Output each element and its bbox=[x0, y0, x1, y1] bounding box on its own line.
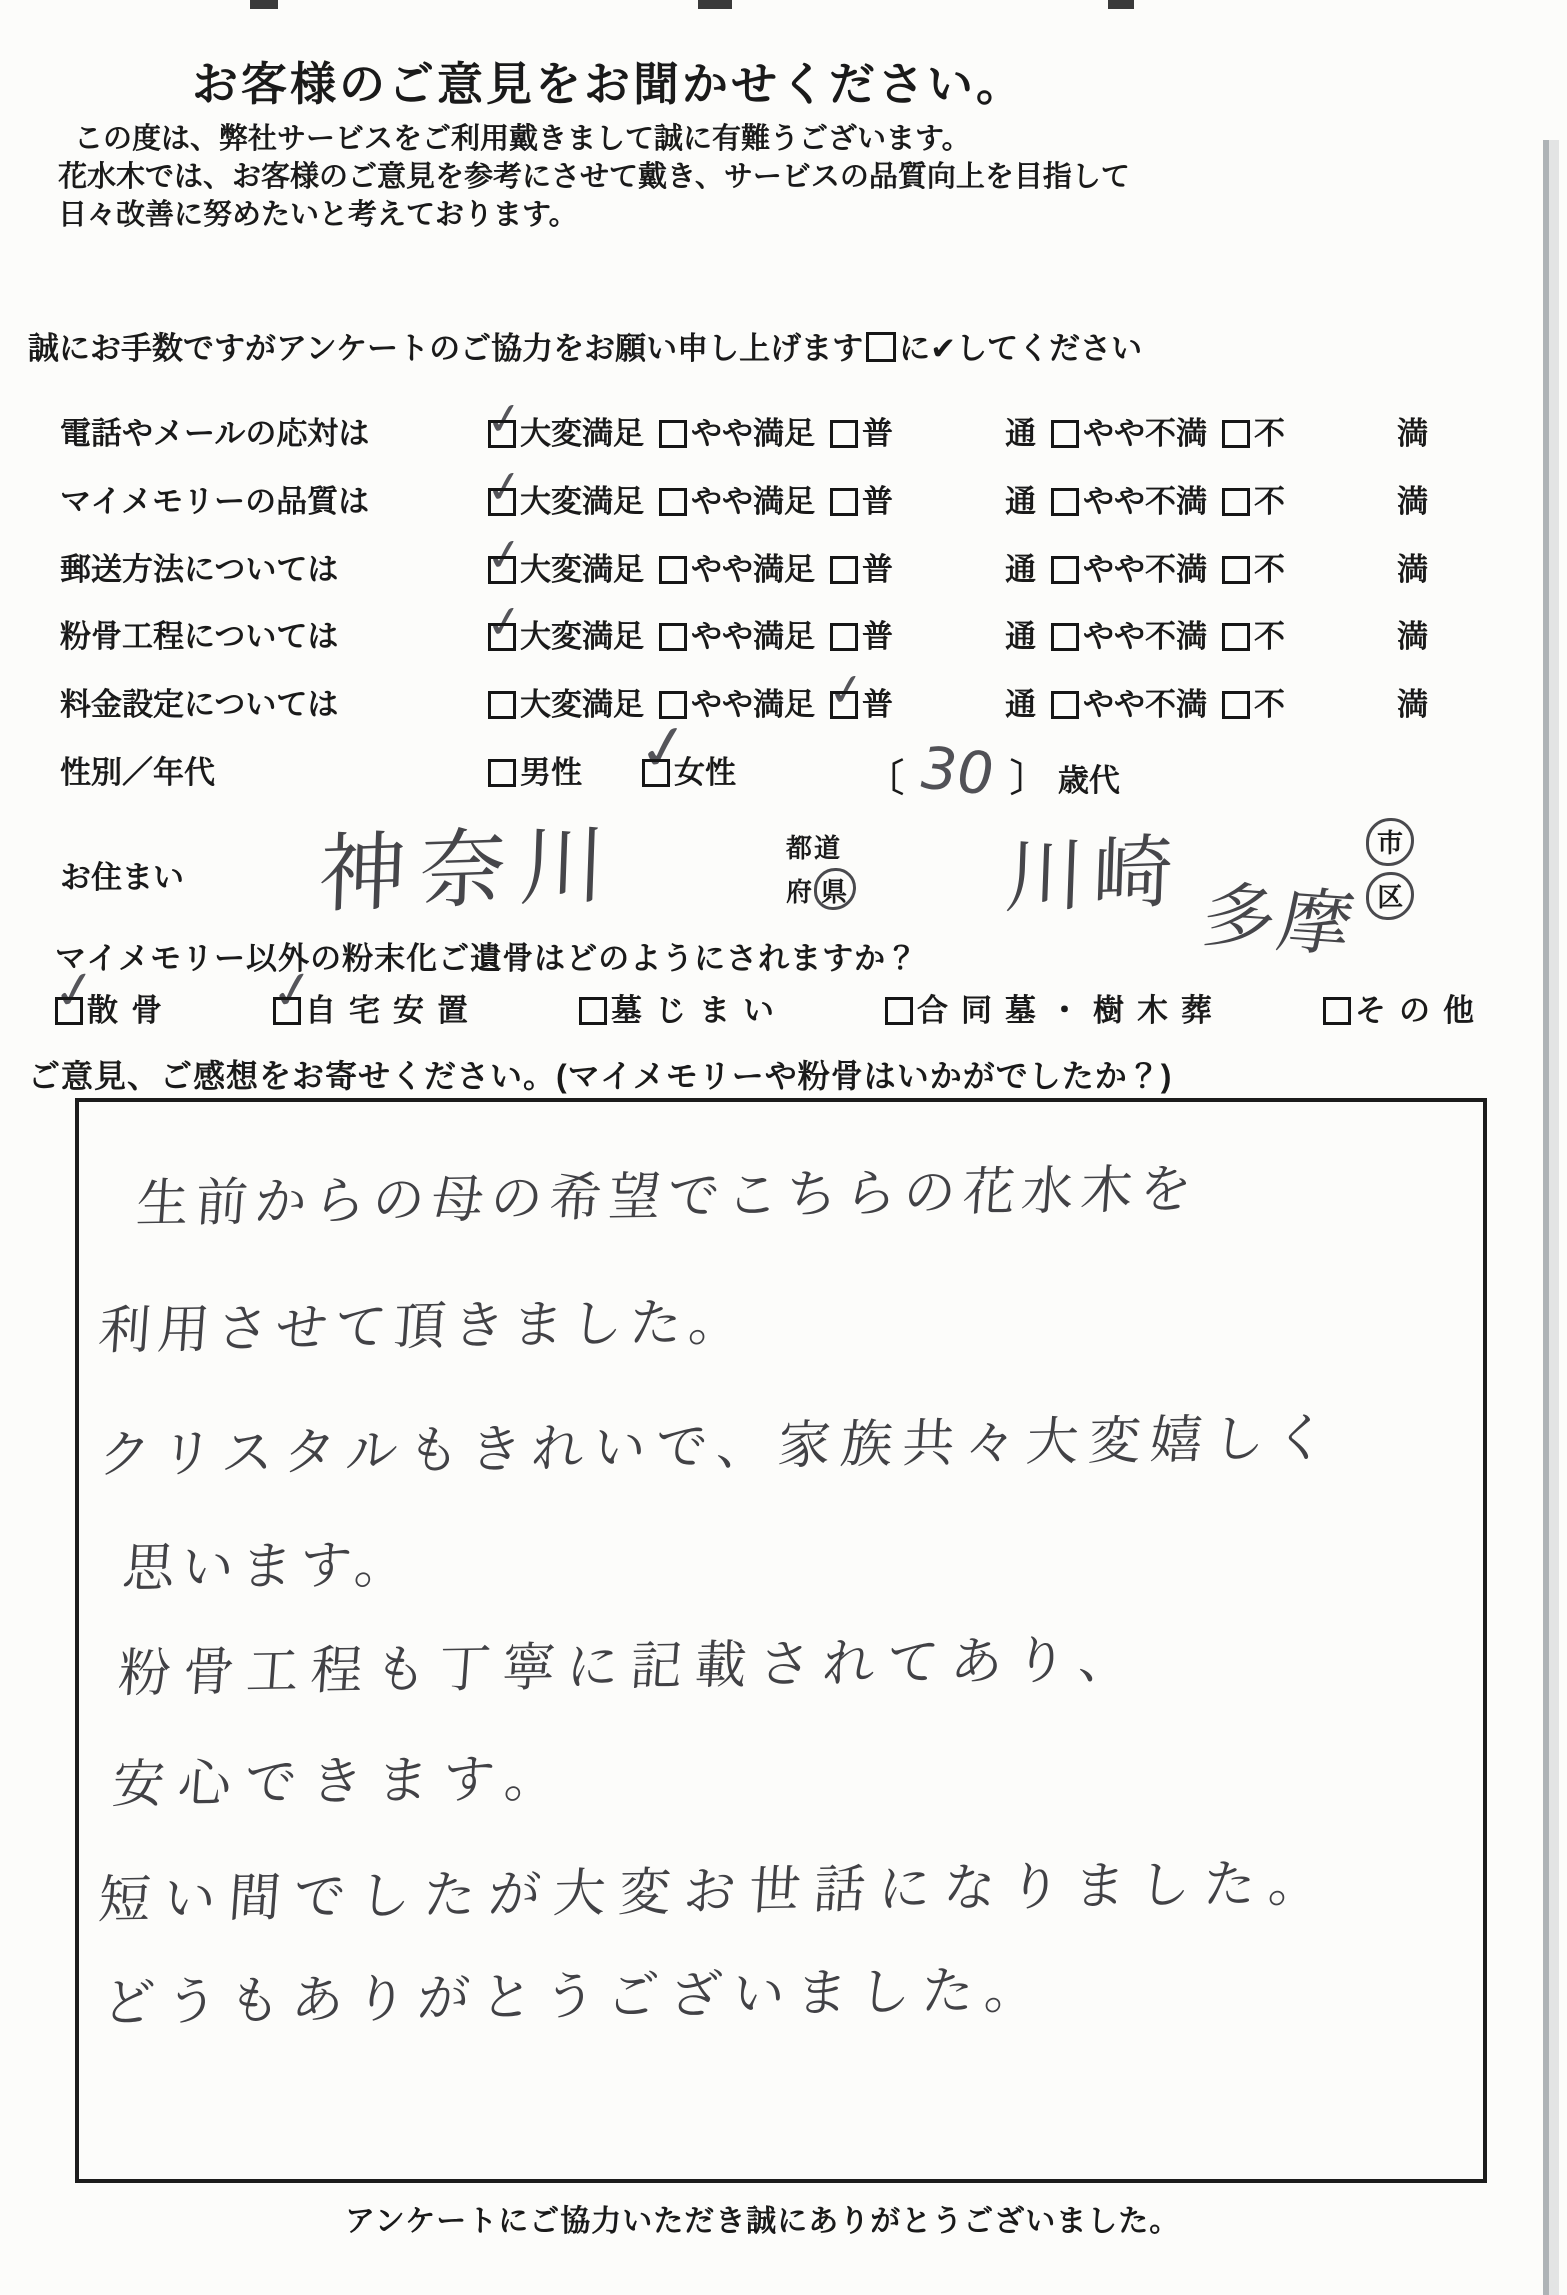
scan-edge-shadow bbox=[1549, 140, 1559, 2295]
checkbox-somewhat-satisfied[interactable] bbox=[659, 488, 687, 516]
residence-label: お住まい bbox=[60, 860, 184, 895]
checkbox-very-satisfied[interactable] bbox=[488, 623, 516, 651]
option-very-satisfied bbox=[482, 392, 644, 453]
district-handwriting: 多摩 bbox=[1195, 873, 1365, 967]
survey-row-pricing bbox=[60, 663, 1443, 724]
option-label: 散骨 bbox=[87, 993, 175, 1028]
option-label: 不 bbox=[1254, 619, 1285, 654]
checkbox-other[interactable] bbox=[1323, 997, 1351, 1025]
checkbox-somewhat-dissatisfied[interactable] bbox=[1051, 420, 1079, 448]
bracket-close: 〕 bbox=[1009, 758, 1048, 800]
bracket-open: 〔 bbox=[866, 758, 905, 800]
checkmark: ✓ bbox=[824, 663, 869, 717]
option-label: 不 bbox=[1254, 484, 1285, 519]
question-label: 粉骨工程については bbox=[60, 619, 339, 654]
age-bracket bbox=[856, 733, 1120, 809]
comment-prompt: ご意見、ご感想をお寄せください。(マイメモリーや粉骨はいかがでしたか？) bbox=[28, 1058, 1173, 1094]
unit-shi-circled: 市 bbox=[1366, 818, 1414, 866]
question-label: 性別／年代 bbox=[60, 755, 215, 790]
option-somewhat-dissatisfied bbox=[1051, 679, 1207, 724]
unit-todou: 都道 bbox=[786, 833, 843, 863]
option-somewhat-satisfied bbox=[659, 408, 815, 453]
handwritten-comment-line: どうもありがとうございました。 bbox=[100, 1961, 1050, 2033]
option-label: 通 bbox=[1005, 687, 1036, 722]
page-title: お客様のご意見をお聞かせください。 bbox=[192, 58, 1025, 110]
option-label: 満 bbox=[1397, 416, 1428, 451]
instruction-text: 誠にお手数ですがアンケートのご協力をお願い申し上げます bbox=[28, 331, 864, 366]
option-label: その他 bbox=[1355, 993, 1487, 1028]
checkbox-somewhat-satisfied[interactable] bbox=[659, 556, 687, 584]
option-label: 不 bbox=[1254, 687, 1285, 722]
age-value-handwriting: 30 bbox=[913, 733, 1001, 809]
checkbox-somewhat-dissatisfied[interactable] bbox=[1051, 623, 1079, 651]
city-ward-unit bbox=[1366, 818, 1414, 926]
option-label: 大変満足 bbox=[520, 416, 644, 451]
survey-instruction bbox=[28, 323, 1142, 368]
option-somewhat-dissatisfied bbox=[1051, 544, 1207, 589]
checkbox-somewhat-dissatisfied[interactable] bbox=[1051, 488, 1079, 516]
option-somewhat-dissatisfied bbox=[1051, 408, 1207, 453]
option-grave-closing bbox=[579, 985, 787, 1030]
option-normal bbox=[830, 544, 1036, 589]
option-label: 満 bbox=[1397, 619, 1428, 654]
intro-line: 花水木では、お客様のご意見を参考にさせて戴き、サービスの品質向上を目指して bbox=[58, 161, 1130, 193]
handwritten-comment-line: 短い間でしたが大変お世話になりました。 bbox=[96, 1854, 1336, 1930]
checkbox-somewhat-satisfied[interactable] bbox=[659, 420, 687, 448]
prefecture-handwriting: 神奈川 bbox=[318, 814, 622, 926]
intro-line: この度は、弊社サービスをご利用戴きまして誠に有難うございます。 bbox=[74, 123, 971, 155]
checkbox-communal-tree-burial[interactable] bbox=[885, 997, 913, 1025]
option-very-satisfied bbox=[482, 460, 644, 521]
option-label: 大変満足 bbox=[520, 484, 644, 519]
checkbox-somewhat-dissatisfied[interactable] bbox=[1051, 556, 1079, 584]
checkbox-scattering[interactable] bbox=[55, 997, 83, 1025]
option-male bbox=[488, 747, 582, 792]
checkbox-male[interactable] bbox=[488, 759, 516, 787]
option-label: やや不満 bbox=[1083, 687, 1207, 722]
question-label: 郵送方法については bbox=[60, 552, 339, 587]
checkbox-dissatisfied[interactable] bbox=[1222, 691, 1250, 719]
city-handwriting: 川崎 bbox=[1003, 824, 1183, 925]
option-very-satisfied bbox=[488, 679, 644, 724]
option-label: 通 bbox=[1005, 416, 1036, 451]
scan-artifact bbox=[250, 0, 278, 9]
option-dissatisfied bbox=[1222, 408, 1428, 453]
instruction-note: に✔してください bbox=[899, 331, 1143, 366]
handwritten-comment-line: クリスタルもきれいで、家族共々大変嬉しく bbox=[96, 1409, 1339, 1485]
survey-row-memory-quality bbox=[60, 460, 1443, 521]
checkmark: ✓ bbox=[633, 710, 695, 786]
checkbox-very-satisfied[interactable] bbox=[488, 556, 516, 584]
handwritten-comment-line: 粉骨工程も丁寧に記載されてあり、 bbox=[116, 1630, 1145, 1704]
checkmark: ✓ bbox=[267, 958, 319, 1023]
checkbox-home-storage[interactable] bbox=[273, 997, 301, 1025]
option-female bbox=[633, 710, 736, 792]
intro-line: 日々改善に努めたいと考えております。 bbox=[58, 199, 578, 231]
option-label: 普 bbox=[862, 552, 893, 587]
unit-fu: 府 bbox=[786, 877, 815, 907]
survey-row-shipping bbox=[60, 528, 1443, 589]
option-somewhat-satisfied bbox=[659, 611, 815, 656]
question-label: マイメモリーの品質は bbox=[60, 484, 370, 519]
option-somewhat-satisfied bbox=[659, 544, 815, 589]
option-label: 不 bbox=[1254, 552, 1285, 587]
prefecture-unit bbox=[786, 828, 856, 912]
option-somewhat-dissatisfied bbox=[1051, 476, 1207, 521]
option-scattering bbox=[49, 958, 175, 1030]
disposal-question: マイメモリー以外の粉末化ご遺骨はどのようにされますか？ bbox=[55, 941, 919, 976]
option-somewhat-satisfied bbox=[659, 476, 815, 521]
survey-row-phone-email bbox=[60, 392, 1443, 453]
option-label: やや不満 bbox=[1083, 619, 1207, 654]
checkbox-normal[interactable] bbox=[830, 556, 858, 584]
option-label: 大変満足 bbox=[520, 619, 644, 654]
option-label: 合同墓・樹木葬 bbox=[917, 993, 1225, 1028]
question-label: 電話やメールの応対は bbox=[60, 416, 370, 451]
option-label: やや満足 bbox=[691, 416, 815, 451]
option-label: やや満足 bbox=[691, 484, 815, 519]
option-label: 大変満足 bbox=[520, 687, 644, 722]
checkbox-normal[interactable] bbox=[830, 691, 858, 719]
scan-artifact bbox=[698, 0, 732, 9]
option-normal bbox=[830, 476, 1036, 521]
option-home-storage bbox=[267, 958, 481, 1030]
option-label: やや不満 bbox=[1083, 484, 1207, 519]
comment-box bbox=[75, 1098, 1487, 2183]
intro-paragraph bbox=[58, 120, 1138, 234]
option-label: 不 bbox=[1254, 416, 1285, 451]
option-normal bbox=[824, 663, 1036, 724]
checkbox-normal[interactable] bbox=[830, 488, 858, 516]
option-very-satisfied bbox=[482, 595, 644, 656]
checkmark: ✓ bbox=[49, 958, 101, 1023]
option-label: 普 bbox=[862, 687, 893, 722]
age-suffix: 歳代 bbox=[1057, 763, 1120, 798]
option-normal bbox=[830, 611, 1036, 656]
scan-artifact bbox=[1108, 0, 1134, 9]
option-label: やや満足 bbox=[691, 619, 815, 654]
checkbox-normal[interactable] bbox=[830, 623, 858, 651]
checkmark: ✓ bbox=[482, 460, 527, 514]
checkbox-normal[interactable] bbox=[830, 420, 858, 448]
option-communal-tree-burial bbox=[885, 985, 1225, 1030]
checkbox-somewhat-dissatisfied[interactable] bbox=[1051, 691, 1079, 719]
option-label: 普 bbox=[862, 484, 893, 519]
checkbox-grave-closing[interactable] bbox=[579, 997, 607, 1025]
option-label: 満 bbox=[1397, 687, 1428, 722]
handwritten-comment-line: 思います。 bbox=[120, 1535, 416, 1599]
checkmark: ✓ bbox=[482, 528, 527, 582]
option-dissatisfied bbox=[1222, 679, 1428, 724]
option-somewhat-satisfied bbox=[659, 679, 815, 724]
option-label: 満 bbox=[1397, 552, 1428, 587]
checkmark: ✓ bbox=[482, 392, 527, 446]
option-label: 通 bbox=[1005, 484, 1036, 519]
checkbox-example-icon bbox=[866, 332, 896, 362]
option-label: 満 bbox=[1397, 484, 1428, 519]
option-somewhat-dissatisfied bbox=[1051, 611, 1207, 656]
checkbox-somewhat-satisfied[interactable] bbox=[659, 623, 687, 651]
option-label: 普 bbox=[862, 619, 893, 654]
handwritten-comment-line: 利用させて頂きました。 bbox=[96, 1293, 750, 1361]
footer-thanks-note: アンケートにご協力いただき誠にありがとうございました。 bbox=[345, 2205, 1181, 2238]
option-label: 男性 bbox=[520, 755, 582, 790]
option-dissatisfied bbox=[1222, 611, 1428, 656]
option-label: やや不満 bbox=[1083, 552, 1207, 587]
checkbox-female[interactable] bbox=[642, 759, 670, 787]
unit-ku-circled: 区 bbox=[1366, 872, 1414, 920]
option-label: 通 bbox=[1005, 552, 1036, 587]
checkbox-very-satisfied[interactable] bbox=[488, 420, 516, 448]
option-label: 自宅安置 bbox=[305, 993, 481, 1028]
checkbox-dissatisfied[interactable] bbox=[1222, 623, 1250, 651]
option-label: 普 bbox=[862, 416, 893, 451]
handwritten-comment-line: 安心できます。 bbox=[110, 1749, 573, 1815]
option-normal bbox=[830, 408, 1036, 453]
option-label: やや満足 bbox=[691, 687, 815, 722]
checkbox-dissatisfied[interactable] bbox=[1222, 488, 1250, 516]
option-dissatisfied bbox=[1222, 476, 1428, 521]
gender-age-row bbox=[60, 710, 1120, 809]
option-other bbox=[1323, 985, 1487, 1030]
unit-ken-circled: 県 bbox=[814, 868, 856, 910]
checkbox-very-satisfied[interactable] bbox=[488, 488, 516, 516]
survey-row-powdering-process bbox=[60, 595, 1443, 656]
option-dissatisfied bbox=[1222, 544, 1428, 589]
checkbox-dissatisfied[interactable] bbox=[1222, 420, 1250, 448]
handwritten-comment-line: 生前からの母の希望でこちらの花水木を bbox=[134, 1160, 1201, 1234]
checkbox-very-satisfied[interactable] bbox=[488, 691, 516, 719]
checkmark: ✓ bbox=[482, 595, 527, 649]
option-label: 女性 bbox=[674, 755, 736, 790]
option-label: 墓じまい bbox=[611, 993, 787, 1028]
scan-edge-line bbox=[1543, 140, 1549, 2295]
option-very-satisfied bbox=[482, 528, 644, 589]
question-label: 料金設定については bbox=[60, 687, 339, 722]
checkbox-dissatisfied[interactable] bbox=[1222, 556, 1250, 584]
option-label: やや満足 bbox=[691, 552, 815, 587]
checkbox-somewhat-satisfied[interactable] bbox=[659, 691, 687, 719]
option-label: 通 bbox=[1005, 619, 1036, 654]
option-label: やや不満 bbox=[1083, 416, 1207, 451]
option-label: 大変満足 bbox=[520, 552, 644, 587]
